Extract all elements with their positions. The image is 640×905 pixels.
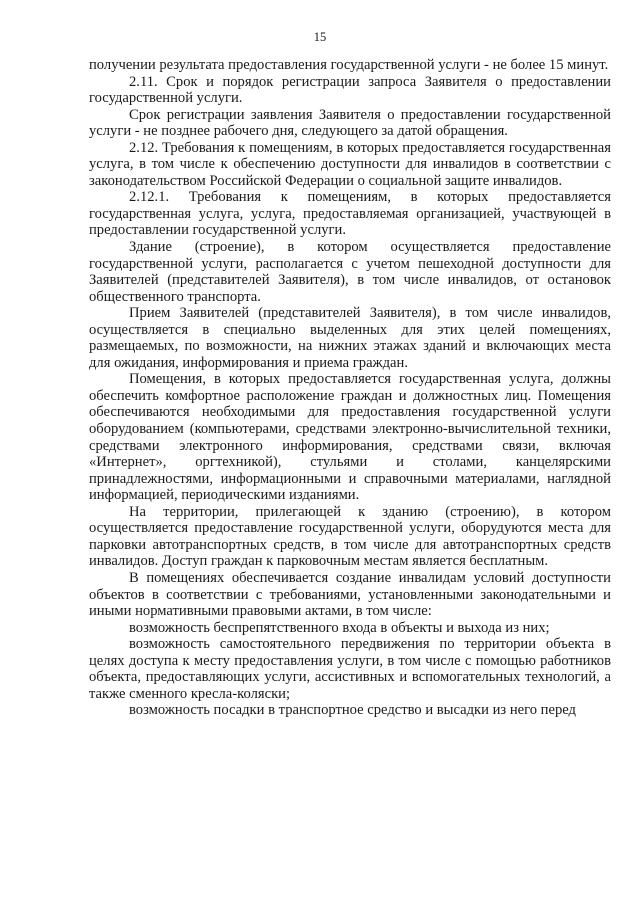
paragraph-registration-term: Срок регистрации заявления Заявителя о предоставлении государственной услуги - не позднее рабочего дня, следующего за датой обращения. xyxy=(89,106,611,140)
paragraph-transport: возможность посадки в транспортное средство и высадки из него перед xyxy=(129,702,576,719)
paragraph-continuation: получении результата предоставления государственной услуги - не более 15 минут. xyxy=(89,57,609,73)
paragraph-section-2-11: 2.11. Срок и порядок регистрации запроса Заявителя о предоставлении государственной услуги. xyxy=(89,73,611,107)
paragraph-premises: Помещения, в которых предоставляется государственная услуга, должны обеспечить комфортное расположение граждан и должностных лиц. Помещения обеспечиваются необходимыми для предоставления государственной услуги оборудованием (компьютерами, средствами электронно-вычислительной техники, средствами электронного информирования, средствами связи, включая «Интернет», оргтехникой), стульями и столами, канцелярскими принадлежностями, информационными и справочными материалами, наглядной информацией, периодическими изданиями. xyxy=(89,371,611,504)
document-body xyxy=(89,57,611,719)
paragraph-section-2-12: 2.12. Требования к помещениям, в которых предоставляется государственная услуга, в том числе к обеспечению доступности для инвалидов в соответствии с законодательством Российской Федерации о социальной защите инвалидов. xyxy=(89,139,611,189)
page-number: 15 xyxy=(313,30,327,44)
paragraph-accessibility: В помещениях обеспечивается создание инвалидам условий доступности объектов в соответствии с требованиями, установленными законодательными и иными нормативными правовыми актами, в том числе: xyxy=(89,569,611,620)
paragraph-section-2-12-1: 2.12.1. Требования к помещениям, в которых предоставляется государственная услуга, услуга, предоставляемая организацией, участвующей в предоставлении государственной услуги. xyxy=(89,189,611,239)
paragraph-entry: возможность беспрепятственного входа в объекты и выхода из них; xyxy=(129,619,550,636)
paragraph-reception: Прием Заявителей (представителей Заявителя), в том числе инвалидов, осуществляется в специально выделенных для этих целей помещениях, размещаемых, по возможности, на нижних этажах зданий и включающих места для ожидания, информирования и приема граждан. xyxy=(89,305,611,371)
paragraph-movement: возможность самостоятельного передвижения по территории объекта в целях доступа к месту предоставления услуги, в том числе с помощью работников объекта, предоставляющих услуги, ассистивных и вспомогательных технологий, а также сменного кресла-коляски; xyxy=(89,636,611,702)
paragraph-building: Здание (строение), в котором осуществляется предоставление государственной услуги, располагается с учетом пешеходной доступности для Заявителей (представителей Заявителя), в том числе инвалидов, от остановок общественного транспорта. xyxy=(89,239,611,305)
paragraph-parking: На территории, прилегающей к зданию (строению), в котором осуществляется предоставление государственной услуги, оборудуются места для парковки автотранспортных средств, в том числе для автотранспортных средств инвалидов. Доступ граждан к парковочным местам является бесплатным. xyxy=(89,503,611,570)
